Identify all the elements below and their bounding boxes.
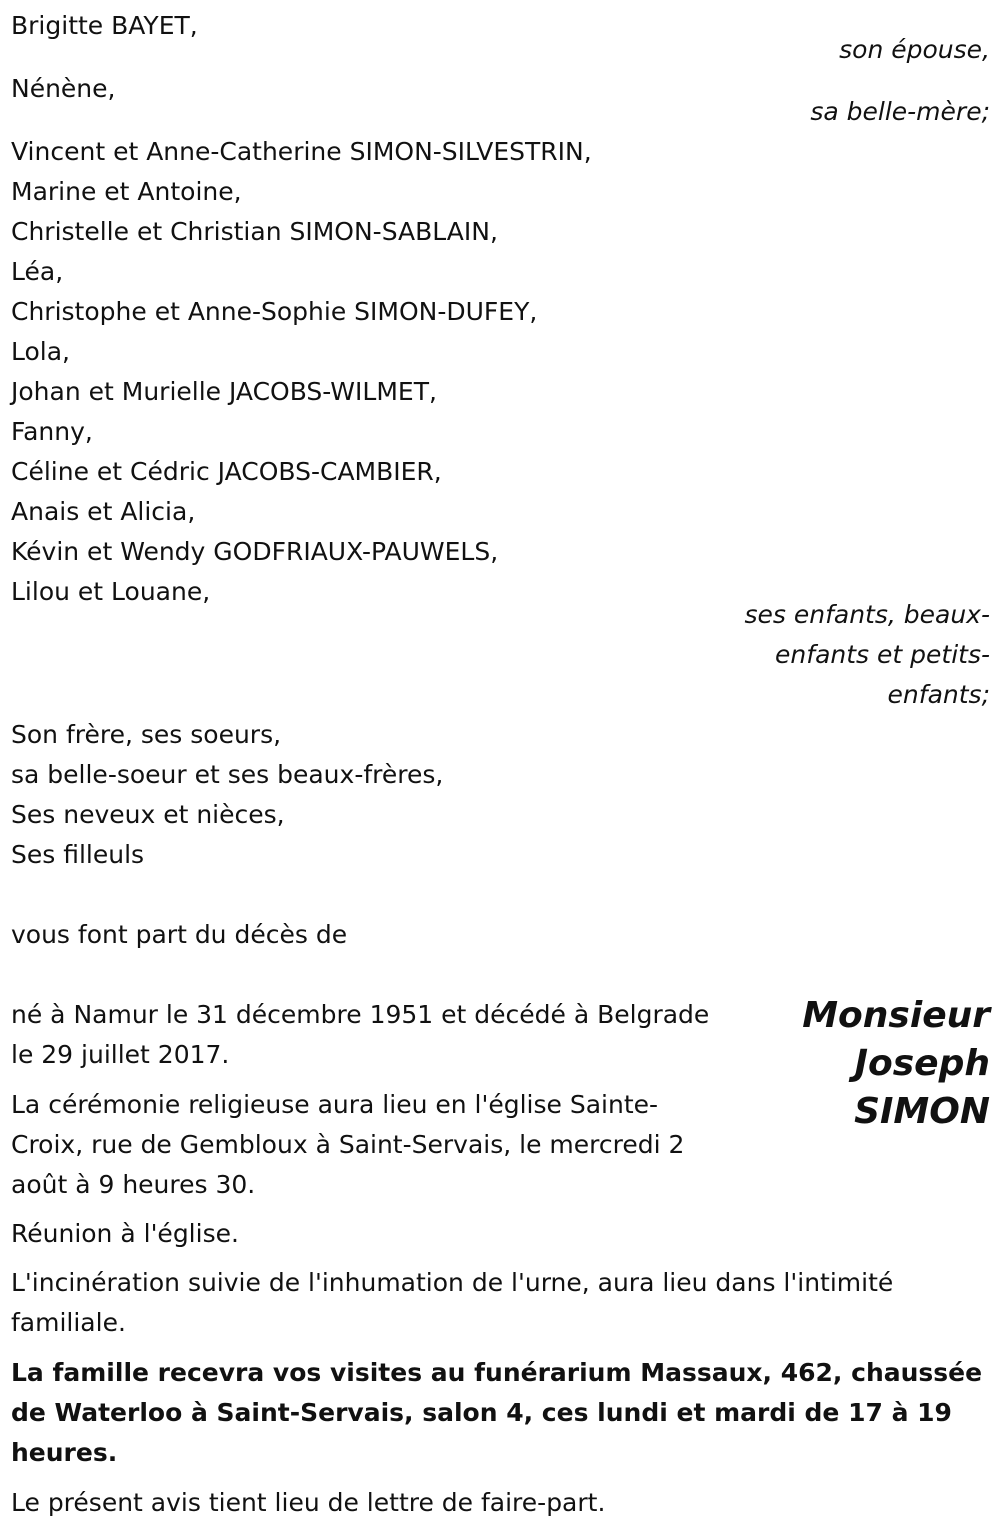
child-line: Christophe et Anne-Sophie SIMON-DUFEY, (11, 297, 538, 326)
birth-death-line: le 29 juillet 2017. (11, 1040, 230, 1069)
spouse-name: Brigitte BAYET, (11, 11, 198, 40)
relative-line: sa belle-soeur et ses beaux-frères, (11, 760, 444, 789)
birth-death-line: né à Namur le 31 décembre 1951 et décédé à Belgrade (11, 1000, 710, 1029)
child-line: Lola, (11, 337, 70, 366)
relative-line: Ses neveux et nièces, (11, 800, 285, 829)
ceremony-line: Croix, rue de Gembloux à Saint-Servais, le mercredi 2 (11, 1130, 685, 1159)
ceremony-line: La cérémonie religieuse aura lieu en l'église Sainte- (11, 1090, 659, 1119)
child-line: Kévin et Wendy GODFRIAUX-PAUWELS, (11, 537, 499, 566)
deceased-title: Monsieur (802, 995, 990, 1036)
meeting-text: Réunion à l'église. (11, 1219, 239, 1248)
mother-in-law-name: Nénène, (11, 74, 116, 103)
relative-line: Ses filleuls (11, 840, 145, 869)
visits-line: heures. (11, 1438, 118, 1467)
children-relation-line: enfants; (887, 680, 990, 709)
child-line: Léa, (11, 257, 64, 286)
child-line: Céline et Cédric JACOBS-CAMBIER, (11, 457, 442, 486)
closing-text: Le présent avis tient lieu de lettre de faire-part. (11, 1488, 606, 1517)
announcement-text: vous font part du décès de (11, 920, 348, 949)
child-line: Johan et Murielle JACOBS-WILMET, (11, 377, 437, 406)
children-relation-line: enfants et petits- (775, 640, 990, 669)
visits-line: de Waterloo à Saint-Servais, salon 4, ces lundi et mardi de 17 à 19 (11, 1398, 952, 1427)
cremation-line: familiale. (11, 1308, 126, 1337)
cremation-line: L'incinération suivie de l'inhumation de l'urne, aura lieu dans l'intimité (11, 1268, 894, 1297)
mother-in-law-relation: sa belle-mère; (810, 97, 990, 126)
child-line: Fanny, (11, 417, 93, 446)
ceremony-line: août à 9 heures 30. (11, 1170, 256, 1199)
children-relation-line: ses enfants, beaux- (744, 600, 990, 629)
child-line: Anais et Alicia, (11, 497, 196, 526)
child-line: Vincent et Anne-Catherine SIMON-SILVESTRIN, (11, 137, 592, 166)
relative-line: Son frère, ses soeurs, (11, 720, 282, 749)
deceased-name (802, 992, 990, 1136)
spouse-relation: son épouse, (839, 35, 990, 64)
visits-line: La famille recevra vos visites au funérarium Massaux, 462, chaussée (11, 1358, 983, 1387)
deceased-first-name: Joseph (854, 1043, 990, 1084)
child-line: Lilou et Louane, (11, 577, 211, 606)
child-line: Marine et Antoine, (11, 177, 242, 206)
child-line: Christelle et Christian SIMON-SABLAIN, (11, 217, 498, 246)
deceased-last-name: SIMON (854, 1091, 990, 1132)
